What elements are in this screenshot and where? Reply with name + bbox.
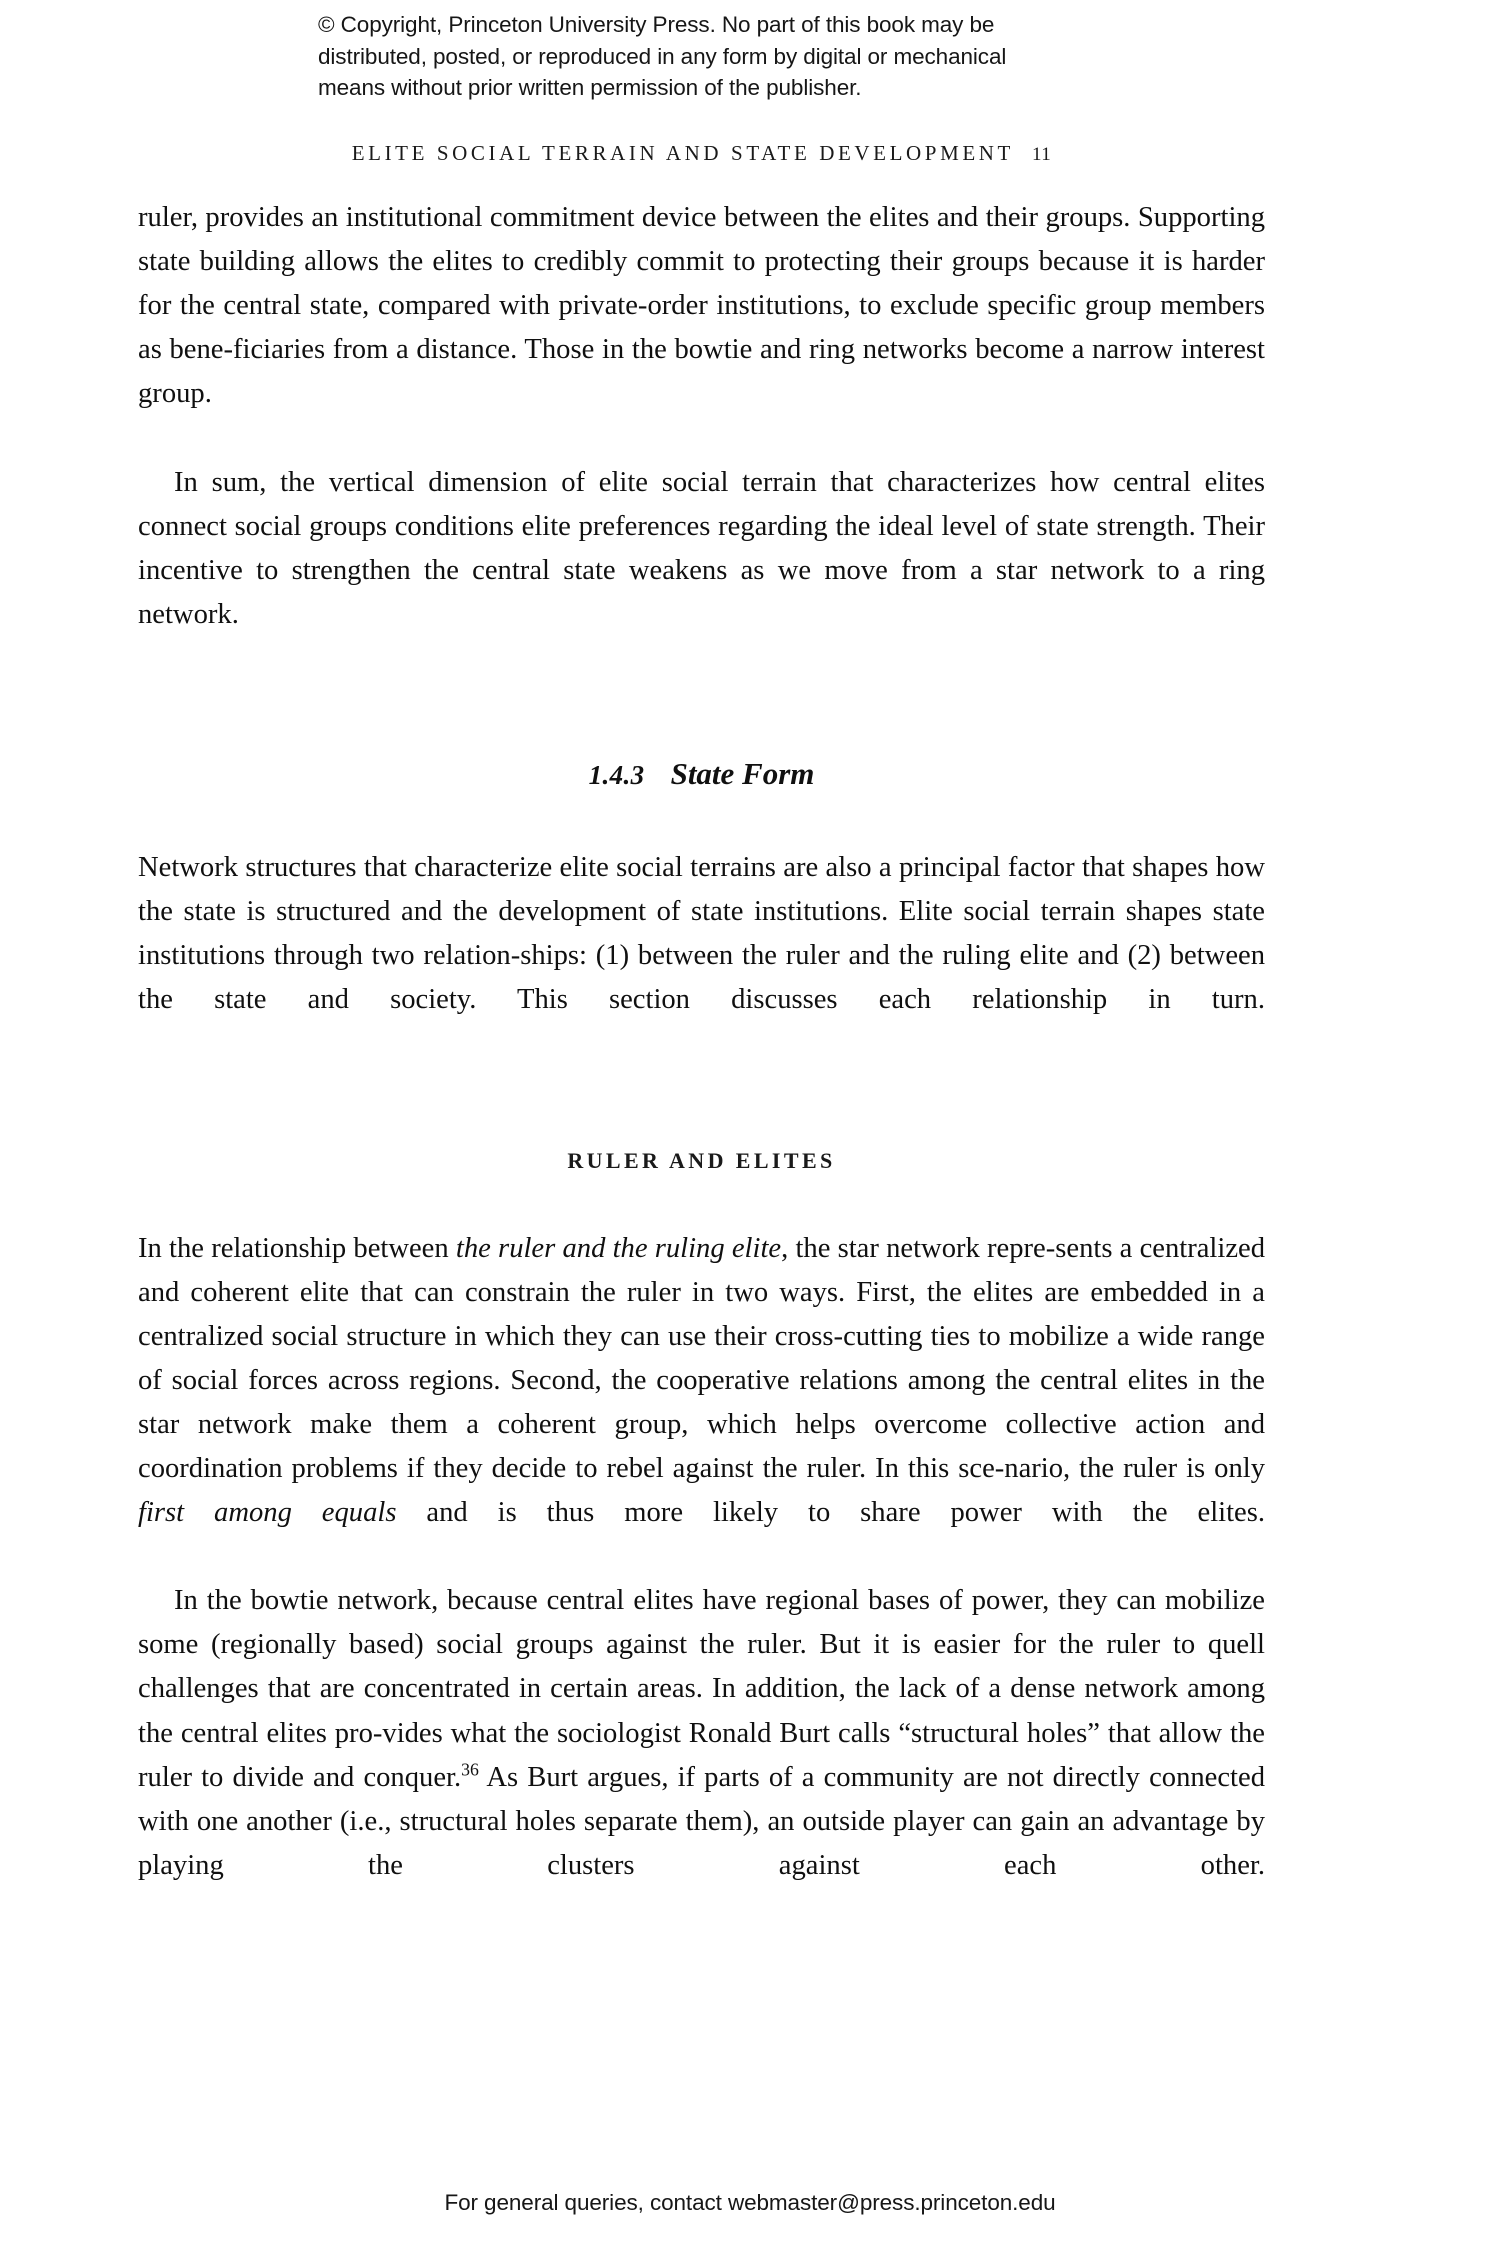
- para5-text-b: As Burt argues, if parts of a community are not directly connected with one another (i.e., structural holes separate them), an outside player can gain an advantage by playing the clusters against each other.: [138, 1761, 1265, 1881]
- paragraph-network-structures: Network structures that characterize elite social terrains are also a principal factor that shapes how the state is structured and the development of state institutions. Elite social terrain shapes state institutions through two relation-ships: (1) between the ruler and the ruling elite and (2) between the state and society. This section discusses each relationship in turn.: [138, 852, 1265, 1016]
- para4-text-b: , the star network repre-sents a centralized and coherent elite that can constrain the ruler in two ways. First, the elites are embedded in a centralized social structure in which they can use their cross-cutting ties to mobilize a wide range of social forces across regions. Second, the cooperative relations among the central elites in the star network make them a coherent group, which helps overcome collective action and coordination problems if they decide to rebel against the ruler. In this sce-nario, the ruler is only: [138, 1232, 1265, 1484]
- spacer: [138, 1067, 1265, 1147]
- section-title: State Form: [670, 756, 815, 792]
- copyright-line-1: © Copyright, Princeton University Press. No part of this book may be: [318, 12, 995, 37]
- spacer: [138, 794, 1265, 846]
- paragraph-in-sum: In sum, the vertical dimension of elite social terrain that characterizes how central elites connect social groups conditions elite preferences regarding the ideal level of state strength. Their incentive to strengthen the central state weakens as we move from a star network to a ring network.: [138, 466, 1265, 630]
- footer-queries-line: For general queries, contact webmaster@press.princeton.edu: [444, 2190, 1056, 2215]
- paragraph-ruler-relationship: [138, 1227, 1265, 1580]
- spacer: [138, 1175, 1265, 1227]
- para4-text-a: In the relationship between: [138, 1232, 456, 1264]
- para5-text-a: In the bowtie network, because central elites have regional bases of power, they can mobilize some (regionally based) social groups against the ruler. But it is easier for the ruler to quell challenges that are concentrated in certain areas. In addition, the lack of a dense network among the central elites pro-vides what the sociologist Ronald Burt calls “structural holes” that allow the ruler to divide and conquer.: [138, 1585, 1265, 1793]
- footnote-marker-36[interactable]: 36: [461, 1759, 479, 1780]
- para4-italic-ruler-ruling-elite: the ruler and the ruling elite: [455, 1232, 782, 1264]
- paragraph-bowtie-network: [138, 1579, 1265, 1932]
- para4-italic-first-among-equals: first among equals: [138, 1497, 397, 1529]
- page-number: 11: [1031, 144, 1052, 165]
- para4-text-c: and is thus more likely to share power with the elites.: [396, 1497, 1265, 1529]
- subsection-heading: RULER AND ELITES: [567, 1147, 836, 1173]
- copyright-line-3: means without prior written permission of the publisher.: [318, 75, 862, 100]
- running-head-title: ELITE SOCIAL TERRAIN AND STATE DEVELOPMENT: [351, 141, 1014, 165]
- body-text-column: [138, 196, 1265, 1932]
- section-heading: [138, 755, 1265, 794]
- copyright-notice: [318, 9, 1178, 104]
- section-number: 1.4.3: [588, 760, 645, 791]
- running-head: [138, 140, 1265, 168]
- copyright-line-2: distributed, posted, or reproduced in any form by digital or mechanical: [318, 43, 1007, 69]
- paragraph-continued: ruler, provides an institutional commitment device between the elites and their groups. Supporting state building allows the elites to credibly commit to protecting their groups because it is harder for the central state, compared with private-order institutions, to exclude specific group members as bene-ficiaries from a distance. Those in the bowtie and ring networks become a narrow interest group.: [138, 202, 1265, 410]
- spacer: [138, 681, 1265, 755]
